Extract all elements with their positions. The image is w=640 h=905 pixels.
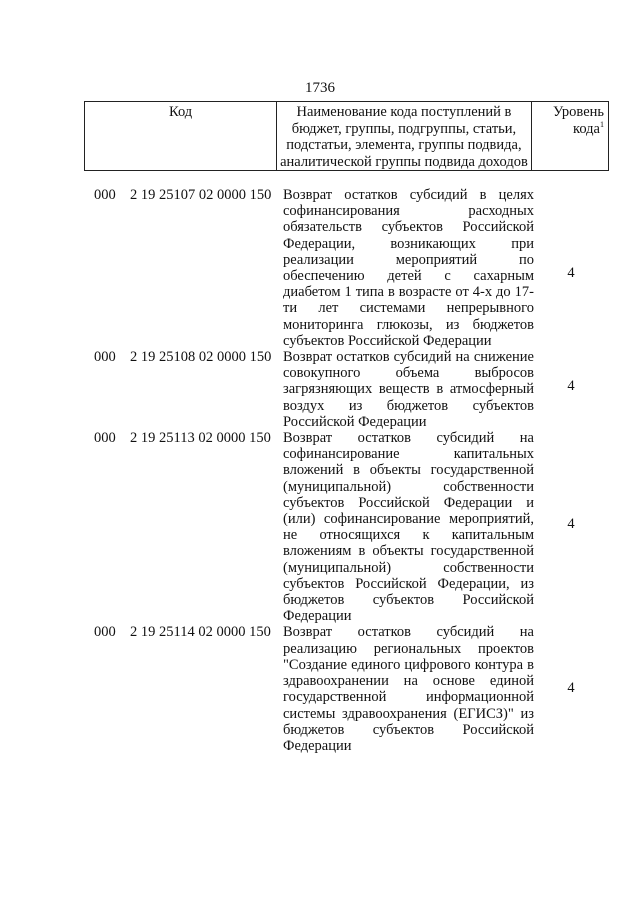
row-prefix: 000: [94, 430, 116, 447]
footnote-marker: 1: [600, 119, 604, 129]
table-row: [0, 187, 640, 349]
table-row: [0, 624, 640, 754]
row-name: Возврат остатков субсидий в целях софинансирования расходных обязательств субъектов Российской Федерации, возникающих при реализации мероприятий по обеспечению детей с сахарным диабетом 1 типа в возрасте от 4-х до 17-ти лет системами непрерывного мониторинга глюкозы, из бюджетов субъектов Российской Федерации: [283, 187, 534, 349]
row-prefix: 000: [94, 624, 116, 641]
row-prefix: 000: [94, 349, 116, 366]
header-code: Код: [85, 102, 277, 171]
row-code: 2 19 25113 02 0000 150: [130, 430, 271, 447]
row-level: 4: [567, 378, 575, 395]
row-code: 2 19 25114 02 0000 150: [130, 624, 271, 641]
header-table: [84, 101, 609, 171]
row-name: Возврат остатков субсидий на реализацию региональных проектов "Создание единого цифрового контура в здравоохранении на основе единой государственной информационной системы здравоохранения (ЕГИСЗ)" из бюджетов субъектов Российской Федерации: [283, 624, 534, 754]
header-level-text: Уровень кода: [552, 104, 604, 137]
row-code: 2 19 25108 02 0000 150: [130, 349, 272, 366]
row-name: Возврат остатков субсидий на снижение совокупного объема выбросов загрязняющих веществ в атмосферный воздух из бюджетов субъектов Российской Федерации: [283, 349, 534, 430]
table-row: [0, 349, 640, 430]
header-level: [531, 102, 608, 171]
row-level: 4: [567, 516, 575, 533]
row-prefix: 000: [94, 187, 116, 203]
table-row: [0, 430, 640, 624]
row-level: 4: [567, 680, 575, 697]
row-name: Возврат остатков субсидий на софинансирование капитальных вложений в объекты государственной (муниципальной) собственности субъектов Российской Федерации и (или) софинансирование мероприятий, не относящихся к капитальным вложениям в объекты государственной (муниципальной) собственности субъектов Российской Федерации, из бюджетов субъектов Российской Федерации: [283, 430, 534, 625]
header-name: Наименование кода поступлений в бюджет, группы, подгруппы, статьи, подстатьи, элемента, группы подвида, аналитической группы подвида доходов: [277, 102, 531, 171]
row-level: 4: [567, 265, 575, 281]
row-code: 2 19 25107 02 0000 150: [130, 187, 272, 203]
code-rows: [0, 187, 640, 754]
page-number: 1736: [305, 80, 335, 96]
